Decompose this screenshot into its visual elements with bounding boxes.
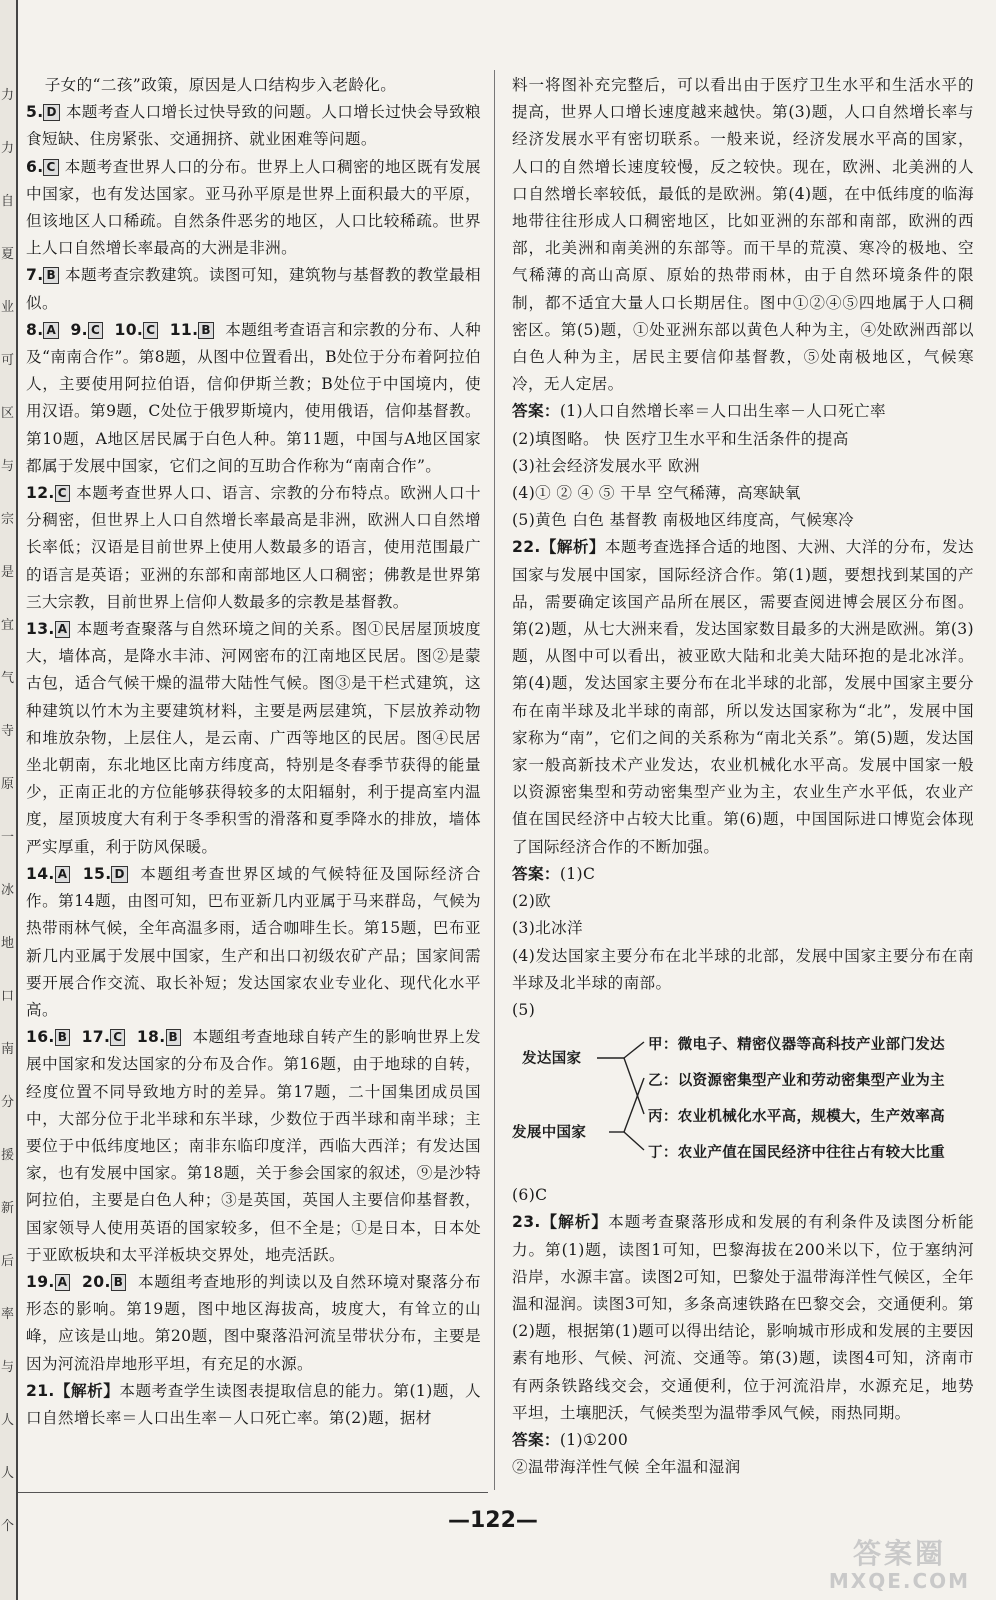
diagram-item-ding: 丁：农业产值在国民经济中往往占有较大比重 — [648, 1145, 945, 1162]
edge-char: 冰 — [1, 883, 15, 898]
answer-letter: C — [88, 322, 103, 339]
binding-edge-strip — [0, 0, 18, 1600]
edge-char: 人 — [1, 1413, 15, 1428]
diagram-item-bing: 丙：农业机械化水平高，规模大，生产效率高 — [648, 1109, 945, 1126]
watermark-domain: MXQE.COM — [828, 1569, 971, 1593]
answer-22-key-3: (3)北冰洋 — [512, 919, 583, 938]
answer-22-key-1: 答案：(1)C — [512, 864, 596, 883]
left-column — [26, 72, 481, 1532]
edge-char: 寺 — [1, 724, 15, 739]
edge-char: 南 — [1, 1042, 15, 1057]
answer-letter: A — [55, 866, 71, 883]
answer-letter: B — [55, 1029, 71, 1046]
answer-21-key-3: (3)社会经济发展水平 欧洲 — [512, 456, 700, 475]
right-column — [512, 72, 974, 1532]
answer-21-key-2: (2)填图略。 快 医疗卫生水平和生活条件的提高 — [512, 429, 849, 448]
answer-letter: C — [110, 1029, 125, 1046]
answer-letter: A — [55, 621, 71, 638]
answer-6: 6. C 本题考查世界人口的分布。世界上人口稠密的地区既有发展中国家，也有发达国家。亚马孙平原是世界上面积最大的平原，但该地区人口稀疏。自然条件恶劣的地区，人口比较稀疏。世界上人口自然增长率最高的大洲是非洲。 — [26, 157, 481, 258]
answer-21-key-1: 答案：(1)人口自然增长率＝人口出生率－人口死亡率 — [512, 402, 886, 421]
edge-char: 力 — [1, 141, 15, 156]
diagram-item-jia: 甲：微电子、精密仪器等高科技产业部门发达 — [648, 1037, 945, 1054]
edge-char: 地 — [1, 936, 15, 951]
answer-21-continued: 料一将图补充完整后，可以看出由于医疗卫生水平和生活水平的提高，世界人口增长速度越来越快。第(3)题，人口自然增长率与经济发展水平有密切联系。一般来说，经济发展水平高的国家，人口的自然增长速度较慢，反之较快。现在，欧洲、北美洲的人口自然增长率较低，最低的是欧洲。第(4)题，在中低纬度的临海地带往往形成人口稠密地区，比如亚洲的东部和南部，欧洲的西部，北美洲和南美洲的东部等。而干旱的荒漠、寒冷的极地、空气稀薄的高山高原、原始的热带雨林，由于自然环境条件的限制，都不适宜大量人口长期居住。图中①②④⑤四地属于人口稠密区。第(5)题，①处亚洲东部以黄色人种为主，④处欧洲西部以白色人种为主，居民主要信仰基督教，⑤处南极地区，气候寒冷，无人定居。 — [512, 76, 974, 394]
answer-letter: A — [43, 322, 59, 339]
answer-letter: C — [143, 322, 158, 339]
answer-22-key-2: (2)欧 — [512, 892, 552, 911]
answer-12: 12. C 本题考查世界人口、语言、宗教的分布特点。欧洲人口十分稠密，但世界上人口自然增长率最高是非洲，欧洲人口自然增长率低；汉语是目前世界上使用人数最多的语言，使用范围最广的语言是英语；亚洲的东部和南部地区人口稠密；佛教是世界第三大宗教，目前世界上信仰人数最多的宗教是基督教。 — [26, 484, 481, 611]
answer-23-analysis: 23.【解析】本题考查聚落形成和发展的有利条件及读图分析能力。第(1)题，读图1可知，巴黎海拔在200米以下，位于塞纳河沿岸，水源丰富。读图2可知，巴黎处于温带海洋性气候区，全年温和湿润。读图3可知，多条高速铁路在巴黎交会，交通便利。第(2)题，根据第(1)题可以得出结论，影响城市形成和发展的主要因素有地形、气候、河流、交通等。第(3)题，读图4可知，济南市有两条铁路线交会，交通便利，位于河流沿岸，水源充足，地势平坦，土壤肥沃，气候类型为温带季风气候，雨热同期。 — [512, 1213, 974, 1422]
edge-char: 夏 — [1, 247, 15, 262]
edge-char: 业 — [1, 300, 15, 315]
edge-char: 区 — [1, 406, 15, 421]
answer-letter: B — [166, 1029, 182, 1046]
answer-letter: B — [43, 267, 59, 284]
edge-char: 个 — [1, 1519, 15, 1534]
edge-char: 新 — [1, 1201, 15, 1216]
answer-22-key-4: (4)发达国家主要分布在北半球的北部，发展中国家主要分布在南半球及北半球的南部。 — [512, 946, 974, 992]
edge-char: 宗 — [1, 512, 15, 527]
edge-char: 援 — [1, 1148, 15, 1163]
answer-13: 13. A 本题考查聚落与自然环境之间的关系。图①民居屋顶坡度大，墙体高，是降水丰沛、河网密布的江南地区民居。图②是蒙古包，适合气候干燥的温带大陆性气候。图③是干栏式建筑，这种建筑以竹木为主要建筑材料，主要是两层建筑，下层放养动物和堆放杂物，上层住人，是云南、广西等地区的民居。图④民居坐北朝南，东北地区比南方纬度高，特别是冬春季节获得的能量少，正南正北的方位能够获得较多的太阳辐射，利于提高室内温度，屋顶坡度大有利于冬季积雪的滑落和夏季降水的排放，墙体严实厚重，利于防风保暖。 — [26, 620, 481, 856]
answer-23-key-2: ②温带海洋性气候 全年温和湿润 — [512, 1458, 741, 1477]
site-watermark-logo — [812, 1538, 987, 1596]
watermark-chinese: 答案圈 — [852, 1537, 946, 1570]
developed-countries-label: 发达国家 — [522, 1051, 582, 1068]
answer-7: 7. B 本题考查宗教建筑。读图可知，建筑物与基督教的教堂最相似。 — [26, 266, 481, 312]
edge-char: 与 — [1, 459, 15, 474]
answer-22-analysis: 22.【解析】本题考查选择合适的地图、大洲、大洋的分布，发达国家与发展中国家，国际经济合作。第(1)题，要想找到某国的产品，需要确定该国产品所在展区，需要查阅进博会展区分布图。第(2)题，从七大洲来看，发达国家数目最多的大洲是欧洲。第(3)题，从图中可以看出，被亚欧大陆和北美大陆环抱的是北冰洋。第(4)题，发达国家主要分布在北半球的北部，发展中国家主要分布在南半球及北半球的南部，所以发达国家称为“北”，发展中国家称为“南”，它们之间的关系称为“南北关系”。第(5)题，发达国家一般高新技术产业发达，农业机械化水平高。发展中国家一般以资源密集型和劳动密集型产业为主，农业生产水平低，农业产值在国民经济中占较大比重。第(6)题，中国国际进口博览会体现了国际经济合作的不断加强。 — [512, 538, 974, 856]
answer-letter: C — [43, 159, 58, 176]
answer-19-20: 19. A 20. B 本题组考查地形的判读以及自然环境对聚落分布形态的影响。第19题，图中地区海拔高，坡度大，有耸立的山峰，应该是山地。第20题，图中聚落沿河流呈带状分布，主要是因为河流沿岸地形平坦，有充足的水源。 — [26, 1272, 481, 1373]
edge-char: 气 — [1, 671, 15, 686]
edge-char: 可 — [1, 353, 15, 368]
edge-char: 力 — [1, 88, 15, 103]
answer-14-15: 14. A 15. D 本题组考查世界区域的气候特征及国际经济合作。第14题，由图可知，巴布亚新几内亚属于马来群岛，气候为热带雨林气候，全年高温多雨，适合咖啡生长。第15题，巴布亚新几内亚属于发展中国家，生产和出口初级农矿产品；国家间需要开展合作交流、取长补短；发达国家农业专业化、现代化水平高。 — [26, 864, 481, 1019]
answer-21-key-5: (5)黄色 白色 基督教 南极地区纬度高，气候寒冷 — [512, 511, 854, 530]
developing-countries-label: 发展中国家 — [512, 1125, 587, 1142]
edge-char: 宜 — [1, 618, 15, 633]
column-divider — [494, 70, 495, 1490]
answer-22-key-6: (6)C — [512, 1186, 548, 1205]
answer-letter: B — [111, 1274, 127, 1291]
answer-23-key-1: 答案：(1)①200 — [512, 1430, 629, 1449]
answer-21-key-4: (4)① ② ④ ⑤ 干旱 空气稀薄，高寒缺氧 — [512, 484, 801, 503]
answer-letter: A — [55, 1274, 71, 1291]
edge-char: 人 — [1, 1466, 15, 1481]
edge-char: 率 — [1, 1307, 15, 1322]
answer-22-key-5: (5) — [512, 1000, 536, 1019]
edge-char: 自 — [1, 194, 15, 209]
answer-21-start: 21.【解析】本题考查学生读图表提取信息的能力。第(1)题，人口自然增长率＝人口出生率－人口死亡率。第(2)题，据材 — [26, 1381, 481, 1427]
edge-char: 是 — [1, 565, 15, 580]
page-number: —122— — [448, 1508, 538, 1533]
answer-5: 5. D 本题考查人口增长过快导致的问题。人口增长过快会导致粮食短缺、住房紧张、交通拥挤、就业困难等问题。 — [26, 103, 481, 149]
answer-letter: B — [198, 322, 214, 339]
answer-8-11: 8. A 9. C 10. C 11. B 本题组考查语言和宗教的分布、人种及“南南合作”。第8题，从图中位置看出，B处位于分布着阿拉伯人，主要使用阿拉伯语，信仰伊斯兰教；B处位于中国境内，使用汉语。第9题，C处位于俄罗斯境内，使用俄语，信仰基督教。第10题，A地区居民属于白色人种。第11题，中国与A地区国家都属于发展中国家，它们之间的互助合作称为“南南合作”。 — [26, 320, 482, 475]
edge-char: 原 — [1, 777, 15, 792]
edge-char: 口 — [1, 989, 15, 1004]
answer-16-18: 16. B 17. C 18. B 本题组考查地球自转产生的影响世界上发展中国家和发达国家的分布及合作。第16题，由于地球的自转，经度位置不同导致地方时的差异。第17题，二十国集团成员国中，大部分位于北半球和东半球，少数位于西半球和南半球；主要位于中低纬度地区；南非东临印度洋，西临大西洋；有发达国家，也有发展中国家。第18题，关于参会国家的叙述，⑨是沙特阿拉伯，主要是白色人种；③是英国，英国人主要信仰基督教，国家领导人使用英语的国家较多，但不全是；①是日本，日本处于亚欧板块和太平洋板块交界处，地壳活跃。 — [26, 1028, 481, 1264]
edge-char: 一 — [1, 830, 15, 845]
answer-4-continued: 子女的“二孩”政策，原因是人口结构步入老龄化。 — [44, 76, 397, 94]
edge-char: 分 — [1, 1095, 15, 1110]
country-feature-diagram — [512, 1032, 974, 1180]
diagram-item-yi: 乙：以资源密集型产业和劳动密集型产业为主 — [648, 1073, 945, 1090]
edge-char: 与 — [1, 1360, 15, 1375]
answer-letter: D — [43, 104, 59, 121]
answer-letter: D — [111, 866, 127, 883]
edge-char: 后 — [1, 1254, 15, 1269]
answer-letter: C — [55, 485, 70, 502]
